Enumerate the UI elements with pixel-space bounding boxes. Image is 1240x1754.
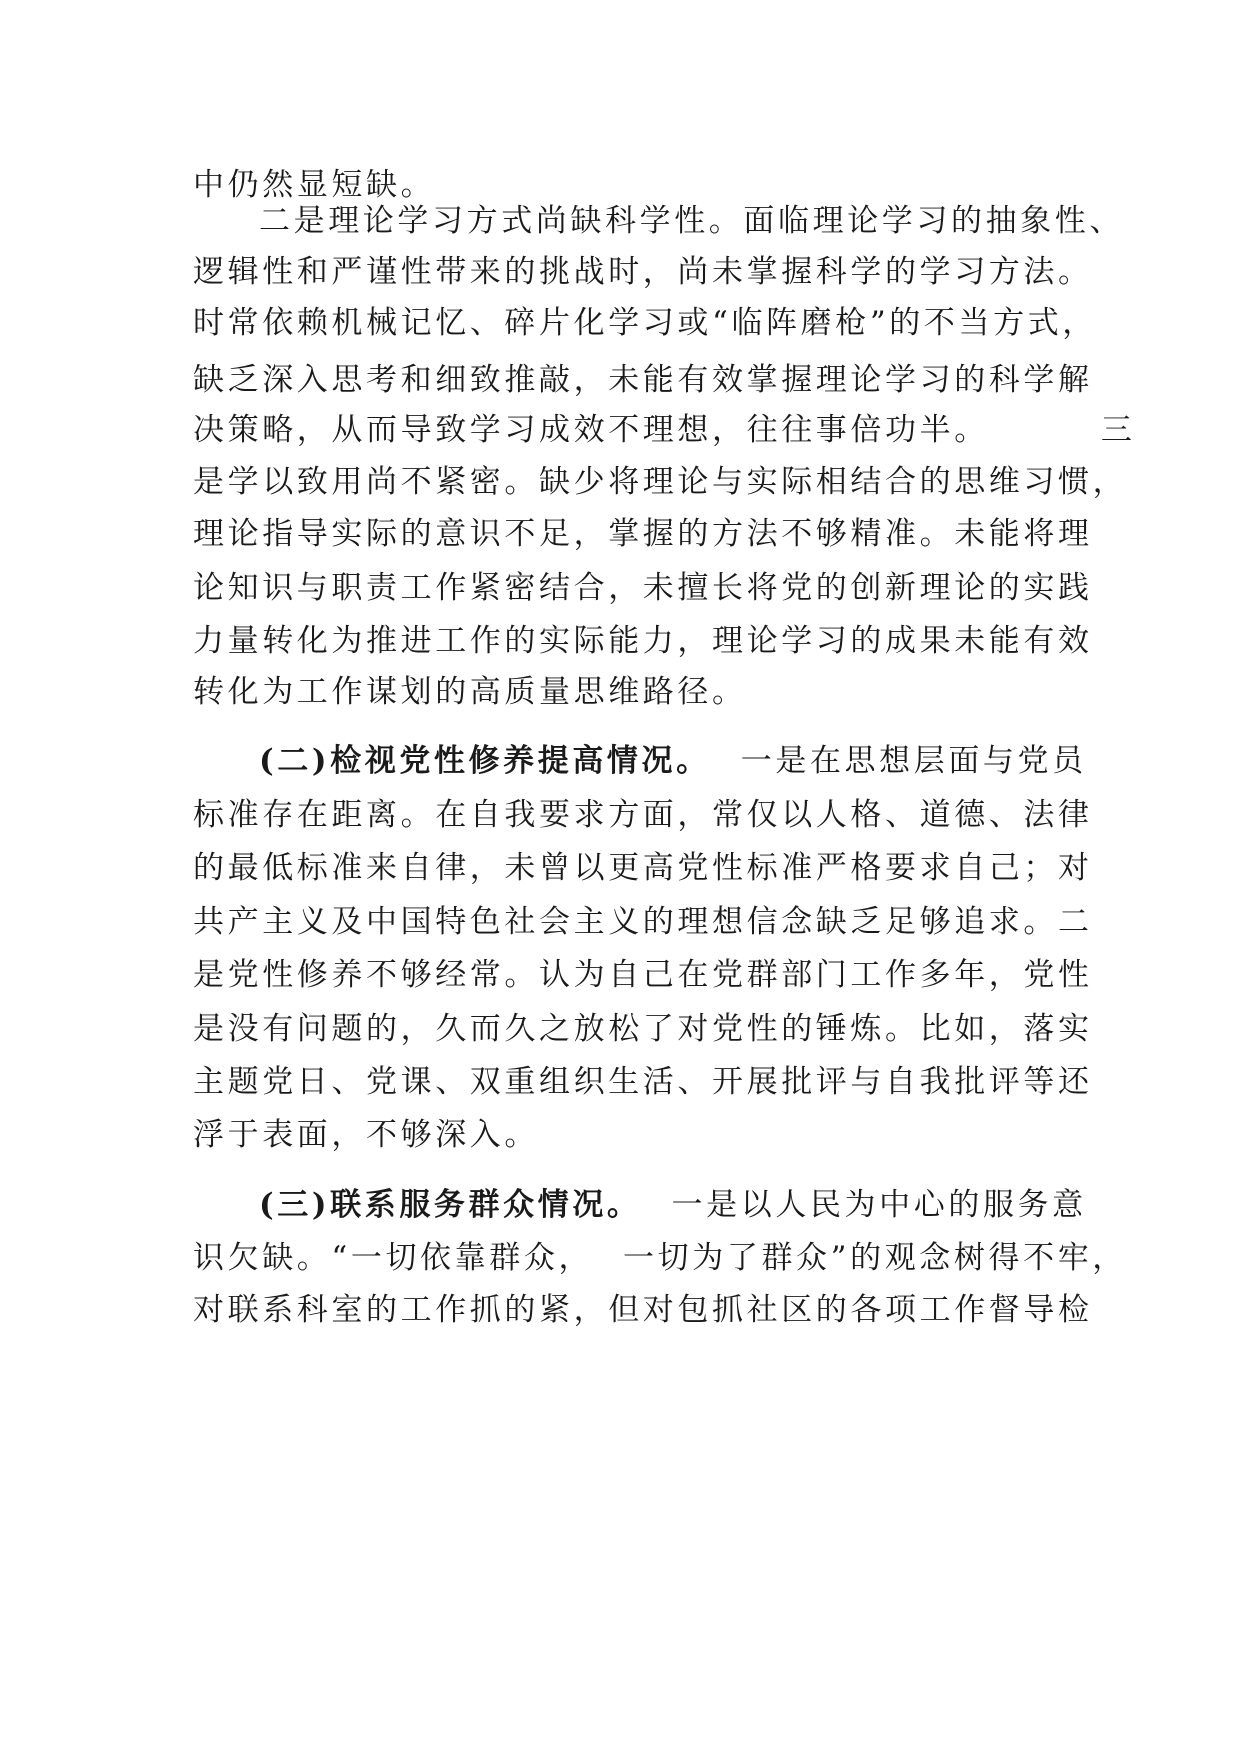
text-segment: 三 (1100, 412, 1136, 448)
text-line: 的最低标准来自律，未曾以更高党性标准严格要求自己；对 (193, 850, 1093, 886)
text-line: 缺乏深入思考和细致推敲，未能有效掌握理论学习的科学解 (193, 362, 1093, 398)
text-line: 对联系科室的工作抓的紧，但对包抓社区的各项工作督导检 (193, 1292, 1093, 1328)
text-line: 转化为工作谋划的高质量思维路径。 (193, 674, 747, 710)
text-line: 二是理论学习方式尚缺科学性。面临理论学习的抽象性、 (259, 203, 1124, 239)
text-segment: 一是以人民为中心的服务意 (671, 1187, 1087, 1223)
text-line: 是没有问题的，久而久之放松了对党性的锤炼。比如，落实 (193, 1011, 1093, 1047)
text-segment: 一是在思想层面与党员 (740, 743, 1087, 779)
section-heading-line (259, 741, 1087, 781)
text-line: 中仍然显短缺。 (193, 167, 436, 203)
text-line: 是学以致用尚不紧密。缺少将理论与实际相结合的思维习惯， (193, 464, 1128, 500)
text-line: 论知识与职责工作紧密结合，未擅长将党的创新理论的实践 (193, 570, 1093, 606)
section-heading: (三)联系服务群众情况。 (259, 1187, 642, 1223)
text-line: 逻辑性和严谨性带来的挑战时，尚未掌握科学的学习方法。 (193, 254, 1093, 290)
text-line (193, 1238, 1127, 1278)
text-segment: 决策略，从而导致学习成效不理想，往往事倍功半。 (193, 412, 989, 448)
section-heading-line (259, 1185, 1087, 1225)
text-line: 浮于表面，不够深入。 (193, 1117, 539, 1153)
text-line: 共产主义及中国特色社会主义的理想信念缺乏足够追求。二 (193, 904, 1093, 940)
text-line: 理论指导实际的意识不足，掌握的方法不够精准。未能将理 (193, 516, 1093, 552)
text-line: 标准存在距离。在自我要求方面，常仅以人格、道德、法律 (193, 797, 1093, 833)
text-segment: 识欠缺。“一切依靠群众， (193, 1240, 594, 1276)
text-line: 是党性修养不够经常。认为自己在党群部门工作多年，党性 (193, 957, 1093, 993)
text-line: 力量转化为推进工作的实际能力，理论学习的成果未能有效 (193, 623, 1093, 659)
text-line (193, 410, 1135, 450)
text-segment: 一切为了群众”的观念树得不牢， (623, 1240, 1127, 1276)
section-heading: (二)检视党性修养提高情况。 (259, 743, 711, 779)
text-line: 时常依赖机械记忆、碎片化学习或“临阵磨枪”的不当方式， (193, 305, 1097, 341)
text-line: 主题党日、党课、双重组织生活、开展批评与自我批评等还 (193, 1064, 1093, 1100)
